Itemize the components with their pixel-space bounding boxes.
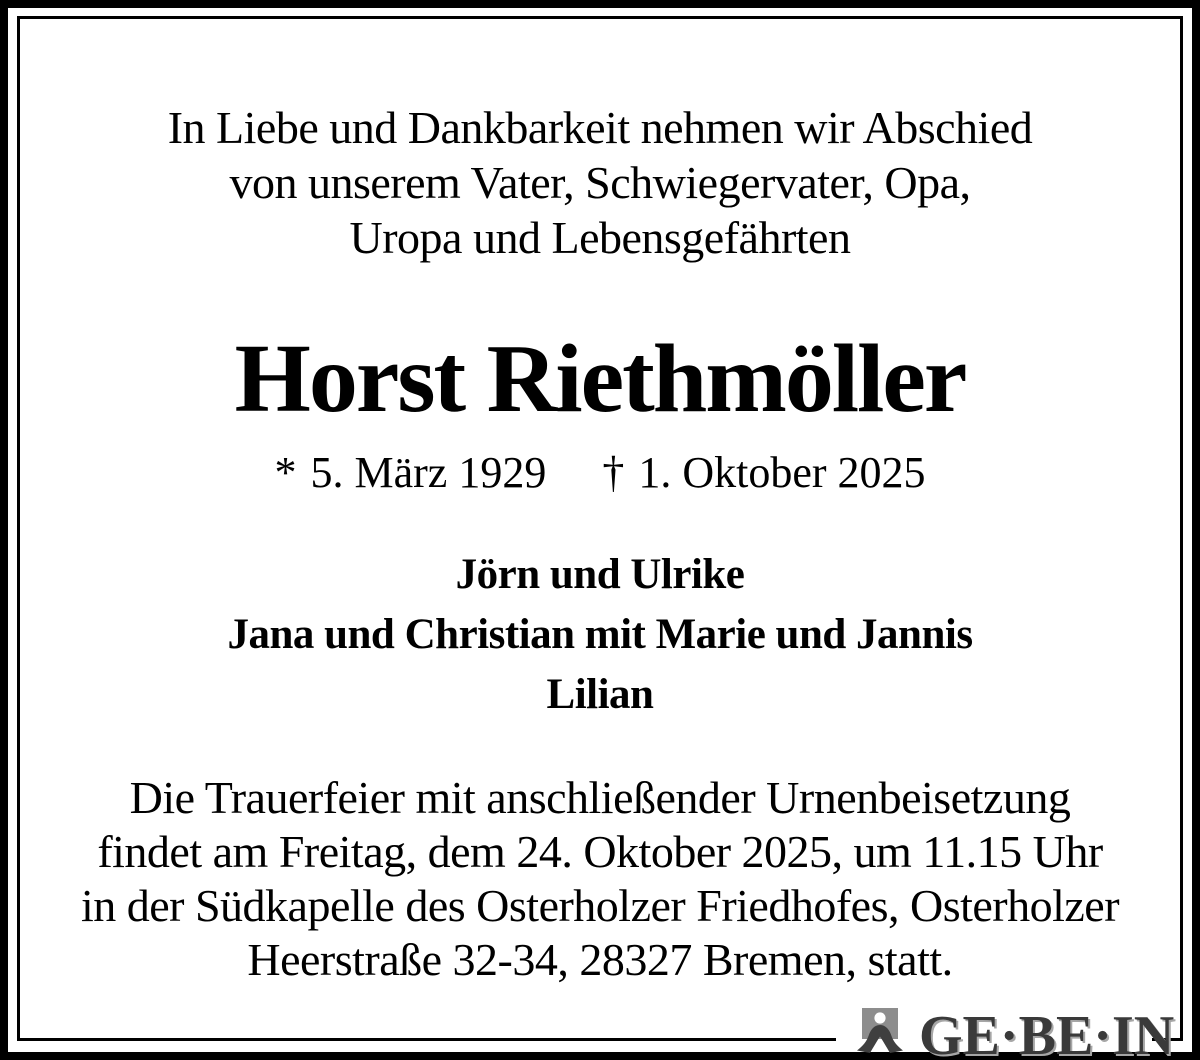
funeral-line: Die Trauerfeier mit anschließender Urnenbeisetzung <box>129 772 1071 823</box>
funeral-line: findet am Freitag, dem 24. Oktober 2025, um 11.15 Uhr <box>97 826 1103 877</box>
intro-line: In Liebe und Dankbarkeit nehmen wir Abschied <box>167 102 1033 153</box>
mourner-line: Lilian <box>546 671 654 718</box>
death-date <box>602 447 925 499</box>
birth-date <box>274 447 546 499</box>
gebein-logo <box>853 1005 1175 1060</box>
person-figure-icon <box>853 1007 907 1055</box>
funeral-info <box>30 771 1170 987</box>
mourner-line: Jörn und Ulrike <box>455 551 745 598</box>
gebein-logo-text: GE·BE·IN <box>919 1005 1175 1060</box>
intro-line: Uropa und Lebensgefährten <box>349 212 851 263</box>
deceased-name: Horst Riethmöller <box>234 325 966 433</box>
funeral-line: in der Südkapelle des Osterholzer Friedhofes, Osterholzer <box>80 880 1120 931</box>
birth-star-symbol: * <box>274 448 297 497</box>
death-date-text: 1. Oktober 2025 <box>638 448 926 497</box>
life-dates <box>30 447 1170 499</box>
intro-text <box>30 100 1170 265</box>
intro-line: von unserem Vater, Schwiegervater, Opa, <box>229 157 971 208</box>
mourner-line: Jana und Christian mit Marie und Jannis <box>227 611 973 658</box>
mourners-list <box>30 545 1170 725</box>
death-cross-symbol: † <box>602 448 625 497</box>
funeral-line: Heerstraße 32-34, 28327 Bremen, statt. <box>247 934 953 985</box>
birth-date-text: 5. März 1929 <box>310 448 547 497</box>
